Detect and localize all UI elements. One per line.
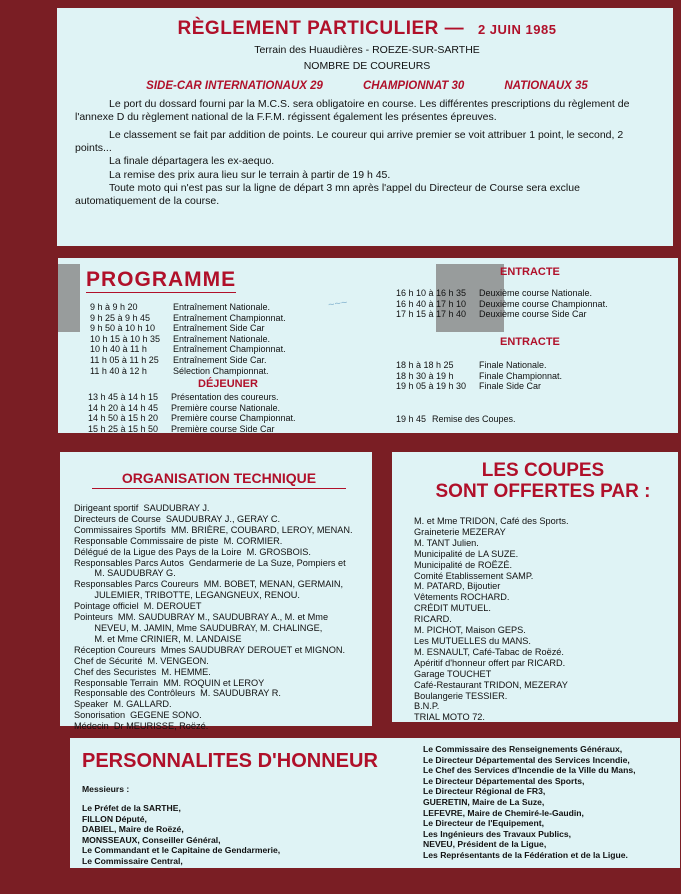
personnalite-line: Le Directeur Régional de FR3,: [423, 786, 546, 797]
personnalites-right-list: [423, 744, 636, 861]
category-championnat: CHAMPIONNAT 30: [362, 80, 465, 92]
personnalite-line: Les Représentants de la Fédération et de la Ligue.: [423, 849, 628, 860]
entracte-heading-2: ENTRACTE: [500, 336, 560, 348]
coupes-line: Garage TOUCHET: [414, 668, 492, 679]
organisation-line: Sonorisation GEGENE SONO.: [74, 710, 202, 721]
reglement-paragraph: Le classement se fait par addition de points. Le coureur qui arrive premier se voit attribuer 1 point, le second, 2 points...: [75, 129, 624, 154]
programme-title: PROGRAMME: [86, 268, 237, 291]
personnalite-line: DABIEL, Maire de Roëzé,: [82, 824, 184, 835]
organisation-line: Responsable Commissaire de piste M. CORMIER.: [74, 535, 283, 546]
organisation-line: JULEMIER, TRIBOTTE, LEGANGNEUX, RENOU.: [74, 590, 300, 601]
schedule-row: 15 h 25 à 15 h 50 Première course Side Car: [88, 423, 275, 434]
organisation-line: Chef des Securistes M. HEMME.: [74, 666, 211, 677]
reglement-title: RÈGLEMENT PARTICULIER —: [177, 18, 465, 39]
grey-block-left: [58, 264, 80, 332]
coupes-line: Municipalité de ROËZÉ.: [414, 559, 513, 570]
personnalite-line: MONSSEAUX, Conseiller Général,: [82, 834, 221, 845]
personnalite-line: Le Directeur de l'Equipement,: [423, 818, 544, 829]
coupes-line: Boulangerie TESSIER.: [414, 690, 508, 701]
reglement-venue: Terrain des Huaudières - ROEZE-SUR-SARTHE: [254, 44, 480, 56]
coupes-line: Café-Restaurant TRIDON, MEZERAY: [414, 679, 568, 690]
programme-panel: [58, 258, 678, 433]
personnalites-panel: [70, 738, 680, 868]
personnalite-line: Le Commissaire des Renseignements Généraux,: [423, 744, 623, 754]
coupes-line: Municipalité de LA SUZE.: [414, 548, 519, 559]
coupes-line: M. TANT Julien.: [414, 537, 479, 548]
second-schedule: [396, 288, 608, 320]
reglement-panel: [57, 8, 673, 246]
organisation-line: M. SAUDUBRAY G.: [74, 568, 176, 579]
reglement-paragraph: La remise des prix aura lieu sur le terrain à partir de 19 h 45.: [109, 168, 391, 181]
personnalite-line: Le Commandant et le Capitaine de Gendarmerie,: [82, 845, 281, 856]
coupes-line: M. et Mme TRIDON, Café des Sports.: [414, 516, 569, 526]
schedule-row: 17 h 15 à 17 h 40 Deuxième course Side Car: [396, 309, 587, 320]
coupes-line: M. PICHOT, Maison GEPS.: [414, 625, 526, 636]
schedule-row: 10 h 40 à 11 h Entraînement Championnat.: [90, 344, 286, 355]
organisation-line: Responsable Terrain MM. ROQUIN et LEROY: [74, 677, 265, 688]
coupes-panel: [392, 452, 678, 722]
organisation-line: Directeurs de Course SAUDUBRAY J., GERAY C.: [74, 513, 281, 524]
organisation-line: Pointeurs MM. SAUDUBRAY M., SAUDUBRAY A., M. et Mme: [74, 612, 329, 623]
personnalite-line: Messieurs :: [82, 784, 130, 794]
schedule-row: 19 h 05 à 19 h 30 Finale Side Car: [396, 381, 542, 392]
coupes-line: CRÉDIT MUTUEL.: [414, 603, 491, 614]
organisation-line: Responsables Parcs Autos Gendarmerie de La Suze, Pompiers et: [74, 557, 346, 568]
schedule-row: 18 h à 18 h 25 Finale Nationale.: [396, 360, 547, 370]
coupes-line: M. ESNAULT, Café-Tabac de Roëzé.: [414, 646, 564, 657]
organisation-line: Dirigeant sportif SAUDUBRAY J.: [74, 503, 210, 513]
schedule-row: 9 h à 9 h 20 Entraînement Nationale.: [90, 302, 271, 312]
organisation-title: ORGANISATION TECHNIQUE: [92, 470, 346, 489]
organisation-line: Chef de Sécurité M. VENGEON.: [74, 655, 209, 666]
coupes-title-line1: LES COUPES: [481, 460, 605, 481]
personnalite-line: FILLON Député,: [82, 813, 147, 824]
personnalites-left-list: [82, 784, 280, 866]
organisation-line: Pointage officiel M. DEROUET: [74, 601, 202, 612]
personnalites-title: PERSONNALITES D'HONNEUR: [82, 750, 378, 772]
schedule-row: 11 h 40 à 12 h Sélection Championnat.: [90, 365, 269, 376]
schedule-row: 9 h 25 à 9 h 45 Entraînement Championnat.: [90, 312, 286, 323]
finals-schedule: [396, 360, 562, 392]
coupes-line: Les MUTUELLES du MANS.: [414, 635, 531, 646]
category-sidecar: SIDE-CAR INTERNATIONAUX 29: [146, 80, 323, 92]
schedule-row: 11 h 05 à 11 h 25 Entraînement Side Car.: [90, 354, 267, 365]
organisation-list: [74, 503, 364, 732]
organisation-line: Réception Coureurs Mmes SAUDUBRAY DEROUET et MIGNON.: [74, 644, 346, 655]
coupes-line: Apéritif d'honneur offert par RICARD.: [414, 657, 566, 668]
coupes-list: [414, 516, 672, 723]
coupes-line: M. PATARD, Bijoutier: [414, 581, 501, 592]
remise-row: 19 h 45 Remise des Coupes.: [396, 414, 516, 424]
reglement-date: 2 JUIN 1985: [477, 22, 557, 37]
category-nationaux: NATIONAUX 35: [504, 80, 588, 92]
afternoon-schedule: [88, 392, 296, 434]
personnalite-line: Le Directeur Départemental des Services Incendie,: [423, 754, 630, 765]
personnalite-line: [82, 795, 280, 804]
handwritten-scribble: ~~~: [327, 296, 349, 312]
personnalite-line: Le Chef des Services d'Incendie de la Ville du Mans,: [423, 765, 636, 776]
personnalite-line: Le Directeur Départemental des Sports,: [423, 775, 585, 786]
personnalite-line: GUERETIN, Maire de La Suze,: [423, 796, 545, 807]
coupes-line: TRIAL MOTO 72.: [414, 712, 485, 723]
reglement-paragraph: Toute moto qui n'est pas sur la ligne de départ 3 mn après l'appel du Directeur de Course sera exclue automatiquement de la course.: [75, 182, 580, 207]
reglement-nombre: NOMBRE DE COUREURS: [303, 60, 431, 72]
schedule-row: 14 h 50 à 15 h 20 Première course Championnat.: [88, 413, 296, 424]
reglement-paragraph: Le port du dossard fourni par la M.C.S. sera obligatoire en course. Les différentes prescriptions du règlement de l'annexe D du règlement national de la F.F.M. régissent également les présentes épreuves.: [75, 98, 630, 123]
coupes-line: Graineterie MEZERAY: [414, 526, 506, 537]
schedule-row: 13 h 45 à 14 h 15 Présentation des coureurs.: [88, 392, 279, 402]
categories-row: [75, 80, 659, 92]
reglement-paragraph: La finale départagera les ex-aequo.: [109, 155, 275, 167]
coupes-title: [414, 460, 672, 502]
organisation-line: Speaker M. GALLARD.: [74, 699, 172, 710]
schedule-row: 10 h 15 à 10 h 35 Entraînement Nationale.: [90, 333, 271, 344]
organisation-line: NEVEU, M. JAMIN, Mme SAUDUBRAY, M. CHALINGE,: [74, 622, 323, 633]
coupes-line: Vêtements ROCHARD.: [414, 592, 510, 603]
schedule-row: 14 h 20 à 14 h 45 Première course Nationale.: [88, 402, 281, 413]
entracte-heading: ENTRACTE: [500, 266, 560, 278]
morning-schedule: [90, 302, 286, 376]
coupes-line: Comité Etablissement SAMP.: [414, 570, 534, 581]
personnalite-line: Le Préfet de la SARTHE,: [82, 803, 181, 814]
schedule-row: 9 h 50 à 10 h 10 Entraînement Side Car: [90, 323, 265, 334]
organisation-panel: [60, 452, 372, 732]
reglement-heading: [75, 18, 659, 40]
coupes-title-line2: SONT OFFERTES PAR :: [435, 481, 651, 502]
organisation-line: M. et Mme CRINIER, M. LANDAISE: [74, 633, 242, 644]
organisation-line: Responsable des Contrôleurs M. SAUDUBRAY R.: [74, 688, 281, 699]
organisation-line: Responsables Parcs Coureurs MM. BOBET, MENAN, GERMAIN,: [74, 579, 344, 590]
organisation-line: Commissaires Sportifs MM. BRIÈRE, COUBARD, LEROY, MENAN.: [74, 524, 353, 535]
schedule-row: 16 h 10 à 16 h 35 Deuxième course Nationale.: [396, 288, 593, 298]
personnalite-line: NEVEU, Président de la Ligue,: [423, 839, 547, 850]
dejeuner-heading: DÉJEUNER: [198, 378, 258, 390]
organisation-line: Délégué de la Ligue des Pays de la Loire M. GROSBOIS.: [74, 546, 311, 557]
personnalite-line: LEFEVRE, Maire de Chemiré-le-Gaudin,: [423, 807, 584, 818]
personnalite-line: Le Commissaire Central,: [82, 855, 183, 866]
coupes-line: RICARD.: [414, 614, 452, 625]
schedule-row: 18 h 30 à 19 h Finale Championnat.: [396, 370, 563, 381]
coupes-line: B.N.P.: [414, 701, 440, 712]
schedule-row: 16 h 40 à 17 h 10 Deuxième course Championnat.: [396, 298, 608, 309]
organisation-line: Médecin Dr MEURISSE, Roëzé.: [74, 721, 209, 732]
personnalite-line: Les Ingénieurs des Travaux Publics,: [423, 828, 572, 839]
